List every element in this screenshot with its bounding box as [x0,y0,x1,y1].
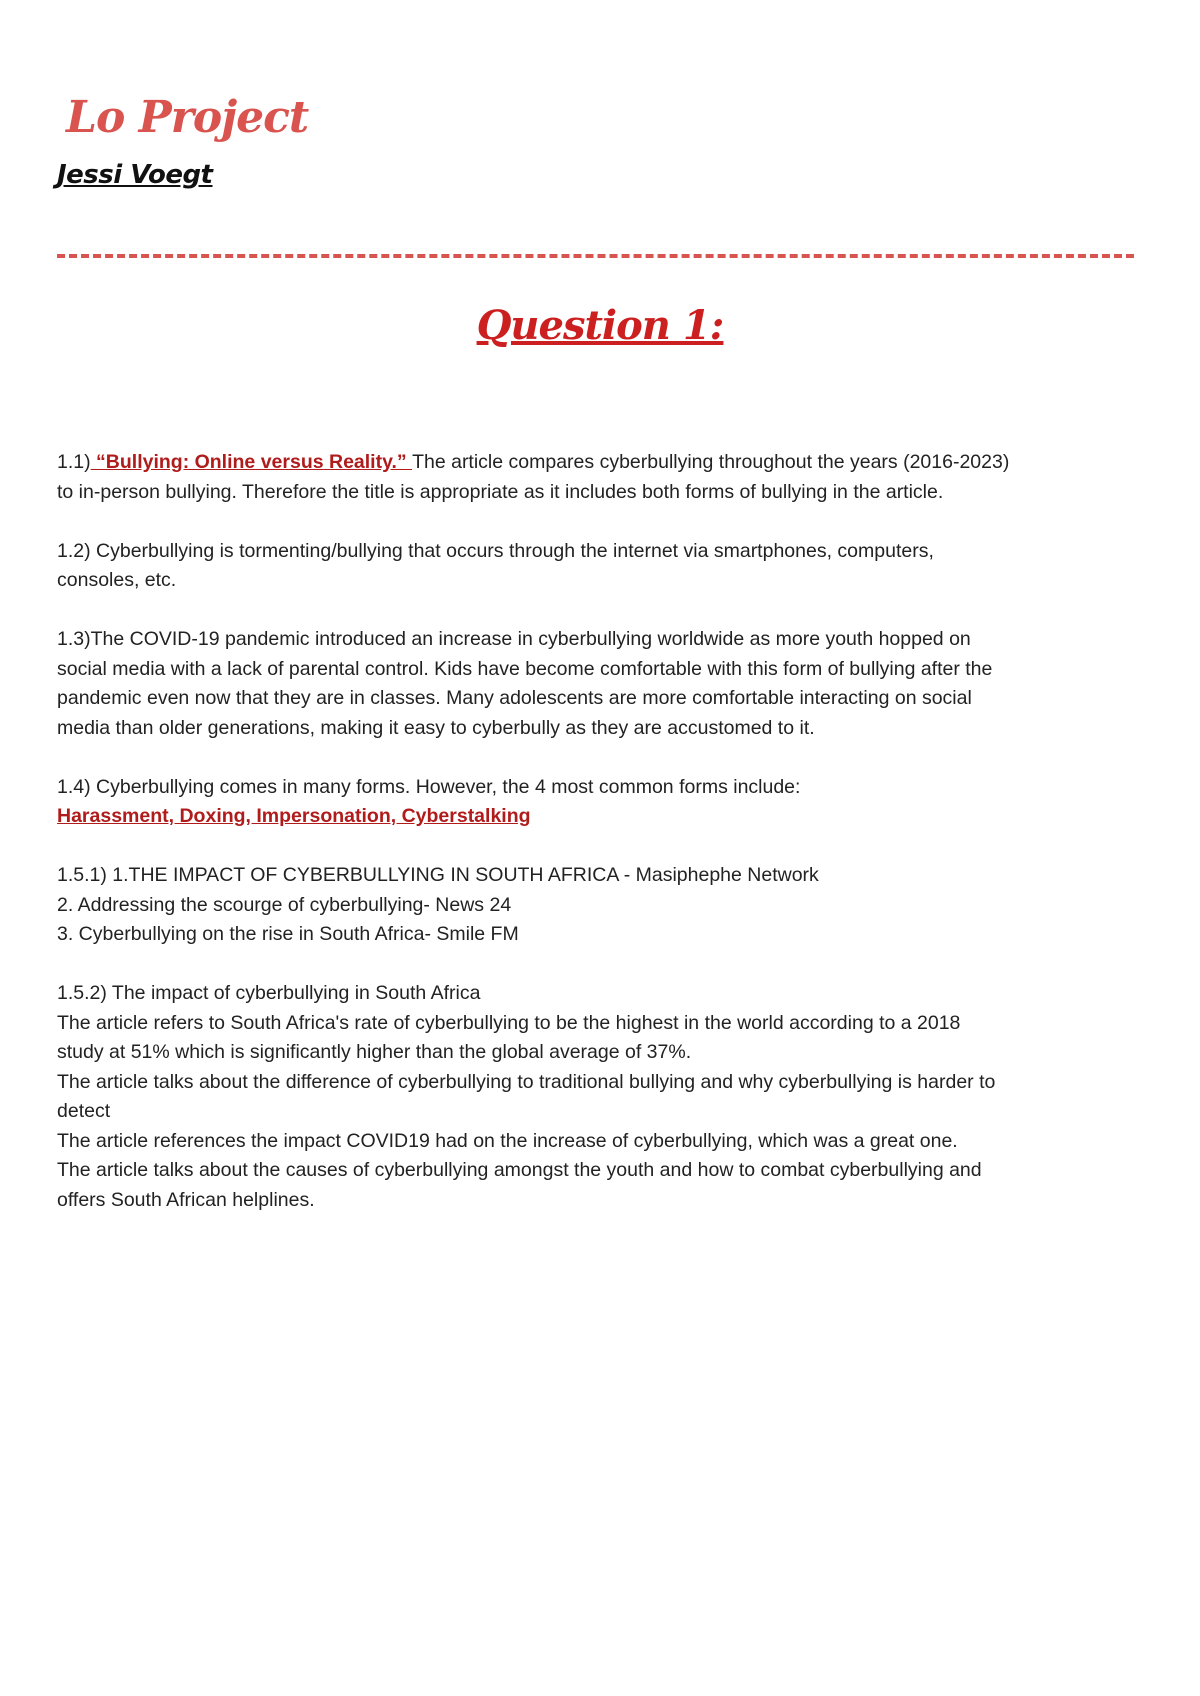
answer-1-1 [57,448,1157,507]
answer-1-5-1-line-2: 2. Addressing the scourge of cyberbullying- News 24 [57,893,512,916]
answer-1-3-line-3: pandemic even now that they are in classes. Many adolescents are more comfortable interacting on social [57,687,972,709]
answer-1-5-2-line-6: The article references the impact COVID19 had on the increase of cyberbullying, which was a great one. [57,1129,958,1152]
answer-1-5-2-line-5: detect [57,1100,111,1122]
dashed-divider [57,254,1134,258]
answer-1-1-text-1: The article compares cyberbullying throughout the years (2016-2023) [412,451,1010,473]
answer-1-5-2-line-8: offers South African helplines. [57,1188,315,1211]
answer-1-2 [57,537,1157,596]
answer-1-5-2-line-7: The article talks about the causes of cyberbullying amongst the youth and how to combat cyberbullying and [57,1159,982,1181]
answer-1-5-1-line-1: 1.5.1) 1.THE IMPACT OF CYBERBULLYING IN SOUTH AFRICA - Masiphephe Network [57,864,819,886]
answer-1-3-line-2: social media with a lack of parental control. Kids have become comfortable with this form of bullying after the [57,657,993,680]
document-title: Lo Project [66,92,309,143]
article-title-link[interactable]: “Bullying: Online versus Reality.” [90,451,413,473]
question-heading: Question 1: [476,302,724,349]
answer-1-4 [57,773,1157,832]
bullying-forms-link[interactable]: Harassment, Doxing, Impersonation, Cyberstalking [57,805,531,827]
answer-1-2-line-1: 1.2) Cyberbullying is tormenting/bullying that occurs through the internet via smartphones, computers, [57,539,934,562]
answer-1-5-1 [57,861,1157,950]
answer-1-1-text-2: to in-person bullying. Therefore the title is appropriate as it includes both forms of bullying in the article. [57,480,944,503]
answer-1-5-2-line-4: The article talks about the difference of cyberbullying to traditional bullying and why cyberbullying is harder to [57,1070,996,1093]
answer-1-1-line-1 [57,448,1157,478]
answer-1-5-1-line-3: 3. Cyberbullying on the rise in South Africa- Smile FM [57,923,519,945]
answer-1-3-line-4: media than older generations, making it easy to cyberbully as they are accustomed to it. [57,716,815,739]
answer-1-5-2-line-2: The article refers to South Africa's rate of cyberbullying to be the highest in the world according to a 2018 [57,1011,961,1034]
answer-1-4-line-1: 1.4) Cyberbullying comes in many forms. However, the 4 most common forms include: [57,775,801,798]
answer-1-1-prefix: 1.1) [57,451,91,473]
answer-1-4-forms-wrap [57,802,1157,832]
answer-1-5-2 [57,979,1157,1215]
answer-1-3-line-1: 1.3)The COVID-19 pandemic introduced an increase in cyberbullying worldwide as more youth hopped on [57,628,971,650]
answers-body [57,448,1157,1215]
answer-1-2-line-2: consoles, etc. [57,569,177,591]
answer-1-5-2-line-1: 1.5.2) The impact of cyberbullying in South Africa [57,982,481,1004]
answer-1-5-2-line-3: study at 51% which is significantly higher than the global average of 37%. [57,1041,692,1063]
answer-1-3 [57,625,1157,743]
author-name: Jessi Voegt [57,160,213,190]
